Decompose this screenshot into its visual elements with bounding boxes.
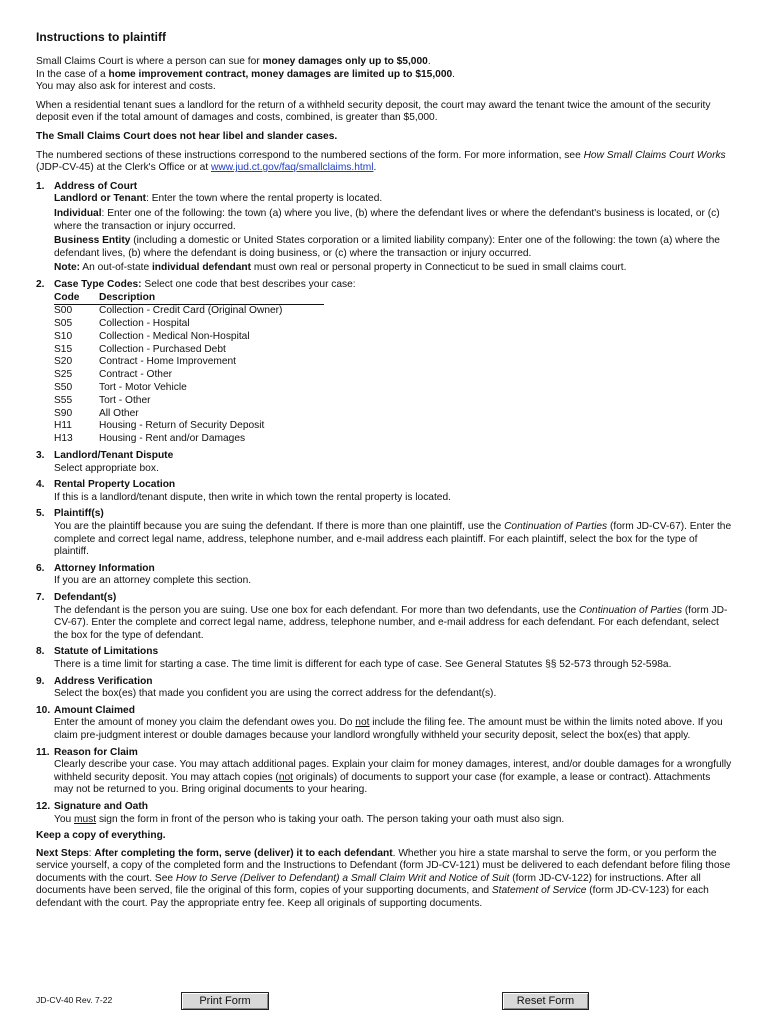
case-description: Tort - Motor Vehicle: [99, 382, 187, 394]
intro-limits: [36, 56, 732, 94]
section-text: [54, 717, 732, 742]
section-title: Signature and Oath: [54, 800, 148, 812]
signature-post: sign the form in front of the person who is taking your oath. The person taking your oath must also sign.: [96, 813, 565, 825]
case-description: Collection - Hospital: [99, 318, 190, 330]
description-column-header: Description: [99, 292, 324, 305]
case-code: S55: [54, 394, 73, 406]
case-code: S90: [54, 407, 73, 419]
intro-line3: You may also ask for interest and costs.: [36, 81, 216, 93]
case-description: Collection - Credit Card (Original Owner): [99, 305, 283, 317]
signature-underline: must: [74, 813, 97, 825]
section-title: Amount Claimed: [54, 704, 135, 716]
intro-line1-bold: money damages only up to $5,000: [262, 56, 428, 67]
plaintiff-pre: You are the plaintiff because you are suing the defendant. If there is more than one plaintiff, use the: [54, 521, 505, 533]
table-row: [54, 420, 324, 433]
amount-post: include the filing fee. The amount must be within the limits noted above. If you claim pre-judgment interest or double damages because your landlord wrongfully withheld your security deposit, select the box(es) that apply.: [54, 717, 723, 741]
case-description: Contract - Other: [99, 369, 173, 381]
intro-line2-post: .: [452, 68, 455, 80]
section-6: [36, 563, 732, 588]
smallclaims-link[interactable]: www.jud.ct.gov/faq/smallclaims.html: [211, 162, 374, 174]
next-i1: How to Serve (Deliver to Defendant) a Small Claim Writ and Notice of Suit: [175, 872, 510, 884]
note-instruction: [54, 262, 732, 275]
case-type-intro: [54, 279, 732, 292]
section-number: 6.: [36, 562, 45, 574]
keep-copy-text: Keep a copy of everything.: [36, 830, 166, 842]
intro-line2-pre: In the case of a: [36, 68, 109, 80]
intro-line1-post: .: [427, 56, 431, 67]
business-text: (including a domestic or United States corporation or a limited liability company): Enter one of the following: the town (a) where the defendant lives, (b) where the defendant is doing business, or (c) where the transaction or injury occurred.: [54, 235, 720, 259]
section-number: 1.: [36, 180, 45, 192]
amount-underline: not: [355, 717, 370, 729]
landlord-label: Landlord or Tenant: [54, 193, 147, 205]
case-description: Contract - Home Improvement: [99, 356, 237, 368]
table-row: [54, 305, 324, 318]
next-steps-label: Next Steps: [36, 847, 89, 859]
defendant-post: (form JD-CV-67). Enter the complete and correct legal name, address, telephone number, and e-mail address for each defendant. For each defendant, select the box for the type of defendant.: [54, 604, 728, 641]
section-7: [36, 592, 732, 642]
section-title: Address Verification: [54, 675, 153, 687]
case-type-table: [54, 292, 324, 447]
section-text: [54, 521, 732, 559]
section-5: [36, 508, 732, 558]
numbered-italic: How Small Claims Court Works: [583, 149, 726, 161]
reason-post: originals) of documents to support your case (for example, a lease or contract). Attachments may not be returned to you. Bring original documents to your hearing.: [54, 771, 711, 796]
case-description: Housing - Rent and/or Damages: [99, 433, 246, 445]
section-number: 7.: [36, 592, 45, 603]
note-post: must own real or personal property in Connecticut to be sued in small claims court.: [251, 262, 627, 274]
section-number: 3.: [36, 450, 45, 462]
note-pre: An out-of-state: [80, 262, 152, 274]
section-title: Address of Court: [54, 180, 138, 192]
table-row: [54, 356, 324, 369]
section-number: 5.: [36, 508, 45, 520]
reason-pre: Clearly describe your case. You may attach additional pages. Explain your claim for money damages, interest, and/or double damages for a wrongfully withheld security deposit. You may attach copies (: [54, 759, 732, 783]
section-number: 4.: [36, 479, 45, 491]
section-title: Reason for Claim: [54, 746, 138, 758]
defendant-pre: The defendant is the person you are suing. Use one box for each defendant. For more than two defendants, use the: [54, 604, 579, 616]
section-3: [36, 450, 732, 475]
section-number: 2.: [36, 278, 45, 290]
libel-text: The Small Claims Court does not hear libel and slander cases.: [36, 130, 338, 142]
section-9: [36, 676, 732, 701]
section-4: [36, 479, 732, 504]
case-code: H13: [54, 433, 73, 445]
section-2: [36, 279, 732, 446]
table-row: [54, 369, 324, 382]
print-form-button[interactable]: Print Form: [181, 992, 269, 1010]
individual-instruction: [54, 208, 732, 233]
section-12: [36, 801, 732, 826]
page-title: Instructions to plaintiff: [36, 30, 166, 44]
section-text: There is a time limit for starting a case. The time limit is different for each type of case. See General Statutes §§ 52-573 through 52-598a.: [54, 658, 672, 670]
table-row: [54, 433, 324, 446]
form-number: JD-CV-40 Rev. 7-22: [36, 995, 113, 1005]
next-steps-paragraph: [36, 848, 732, 911]
next-t2: (form JD-CV-122) for instructions. After all documents have been served, file the original of this form, copies of your supporting documents, and: [36, 872, 701, 897]
section-text: [54, 814, 732, 827]
landlord-text: : Enter the town where the rental property is located.: [146, 193, 383, 205]
table-row: [54, 331, 324, 344]
numbered-pre: The numbered sections of these instructions correspond to the numbered sections of the form. For more information, see: [36, 149, 584, 161]
numbered-post: .: [373, 162, 377, 174]
reset-form-button[interactable]: Reset Form: [502, 992, 589, 1010]
note-bold: individual defendant: [151, 262, 252, 274]
section-8: [36, 646, 732, 671]
next-steps-bold: After completing the form, serve (deliver) it to each defendant: [94, 847, 393, 859]
case-description: Housing - Return of Security Deposit: [99, 420, 265, 432]
plaintiff-post: (form JD-CV-67). Enter the complete and correct legal name, address, telephone number, and e-mail address each plaintiff. For each plaintiff, select the box for the type of plaintiff.: [54, 521, 732, 558]
table-row: [54, 318, 324, 331]
section-number: 12.: [36, 800, 51, 812]
business-instruction: [54, 235, 732, 260]
case-code: S00: [54, 305, 73, 317]
case-code: S20: [54, 356, 73, 368]
table-row: [54, 344, 324, 357]
case-description: All Other: [99, 407, 139, 419]
amount-pre: Enter the amount of money you claim the defendant owes you. Do: [54, 717, 356, 729]
tenant-paragraph: When a residential tenant sues a landlord for the return of a withheld security deposit, the court may award the tenant twice the amount of the security deposit even if the total amount of damages and costs, combined, is greater than $5,000.: [36, 99, 711, 124]
section-title: Defendant(s): [54, 592, 117, 603]
table-row: [54, 382, 324, 395]
case-code: S10: [54, 330, 73, 342]
numbered-sections-paragraph: [36, 150, 732, 175]
section-text: If you are an attorney complete this section.: [54, 575, 252, 587]
table-row: [54, 408, 324, 421]
section-number: 9.: [36, 675, 45, 687]
section-11: [36, 747, 732, 797]
section-text: [54, 605, 732, 643]
section-1: [36, 181, 732, 275]
numbered-mid: (JDP-CV-45) at the Clerk's Office or at: [36, 162, 211, 174]
case-code: S50: [54, 382, 73, 394]
intro-line2-bold: home improvement contract, money damages are limited up to $15,000: [108, 68, 453, 80]
note-label: Note:: [54, 262, 81, 274]
next-t1: . Whether you hire a state marshal to serve the form, or you perform the service yourself, a copy of the completed form and the Instructions to Defendant (form JD-CV-121) must be delivered to each defendant before filing those documents with the court. See: [36, 847, 731, 884]
case-type-text: Select one code that best describes your case:: [141, 278, 356, 290]
section-title: Plaintiff(s): [54, 508, 104, 520]
individual-label: Individual: [54, 207, 102, 219]
case-code: S05: [54, 318, 73, 330]
table-row: [54, 395, 324, 408]
next-t3: (form JD-CV-123) for each defendant with the court. Pay the appropriate entry fee. Keep all originals of supporting documents.: [36, 885, 709, 910]
section-text: Select the box(es) that made you confident you are using the correct address for the defendant(s).: [54, 688, 497, 700]
reason-underline: not: [278, 771, 293, 783]
business-label: Business Entity: [54, 235, 131, 247]
case-type-rows: [54, 305, 324, 446]
section-title: Rental Property Location: [54, 479, 176, 491]
landlord-instruction: [54, 193, 732, 206]
case-description: Collection - Medical Non-Hospital: [99, 330, 250, 342]
individual-text: : Enter one of the following: the town (a) where you live, (b) where the defendant lives or where the defendant's business is located, or (c) where the transaction or injury occurred.: [54, 207, 720, 232]
section-title: Landlord/Tenant Dispute: [54, 450, 174, 462]
plaintiff-italic: Continuation of Parties: [504, 521, 608, 533]
section-number: 8.: [36, 646, 45, 658]
intro-line1-pre: Small Claims Court is where a person can sue for: [36, 56, 263, 67]
section-title: Statute of Limitations: [54, 646, 159, 658]
next-colon: :: [88, 847, 95, 859]
defendant-italic: Continuation of Parties: [579, 604, 683, 616]
section-title: Case Type Codes:: [54, 278, 142, 290]
case-description: Collection - Purchased Debt: [99, 343, 226, 355]
libel-notice: [36, 131, 732, 144]
section-number: 11.: [36, 746, 50, 758]
page-footer: [36, 992, 732, 1010]
section-number: 10.: [36, 704, 51, 716]
case-description: Tort - Other: [99, 394, 151, 406]
case-code: S15: [54, 343, 73, 355]
code-column-header: Code: [54, 292, 99, 305]
keep-copy-notice: [36, 830, 732, 843]
section-text: Select appropriate box.: [54, 462, 159, 474]
table-header-row: [54, 292, 324, 305]
section-text: [54, 759, 732, 797]
signature-pre: You: [54, 813, 75, 825]
case-code: S25: [54, 369, 73, 381]
section-text: If this is a landlord/tenant dispute, then write in which town the rental property is located.: [54, 491, 451, 503]
section-10: [36, 705, 732, 743]
section-title: Attorney Information: [54, 562, 155, 574]
case-code: H11: [54, 420, 72, 432]
next-i2: Statement of Service: [491, 885, 587, 897]
